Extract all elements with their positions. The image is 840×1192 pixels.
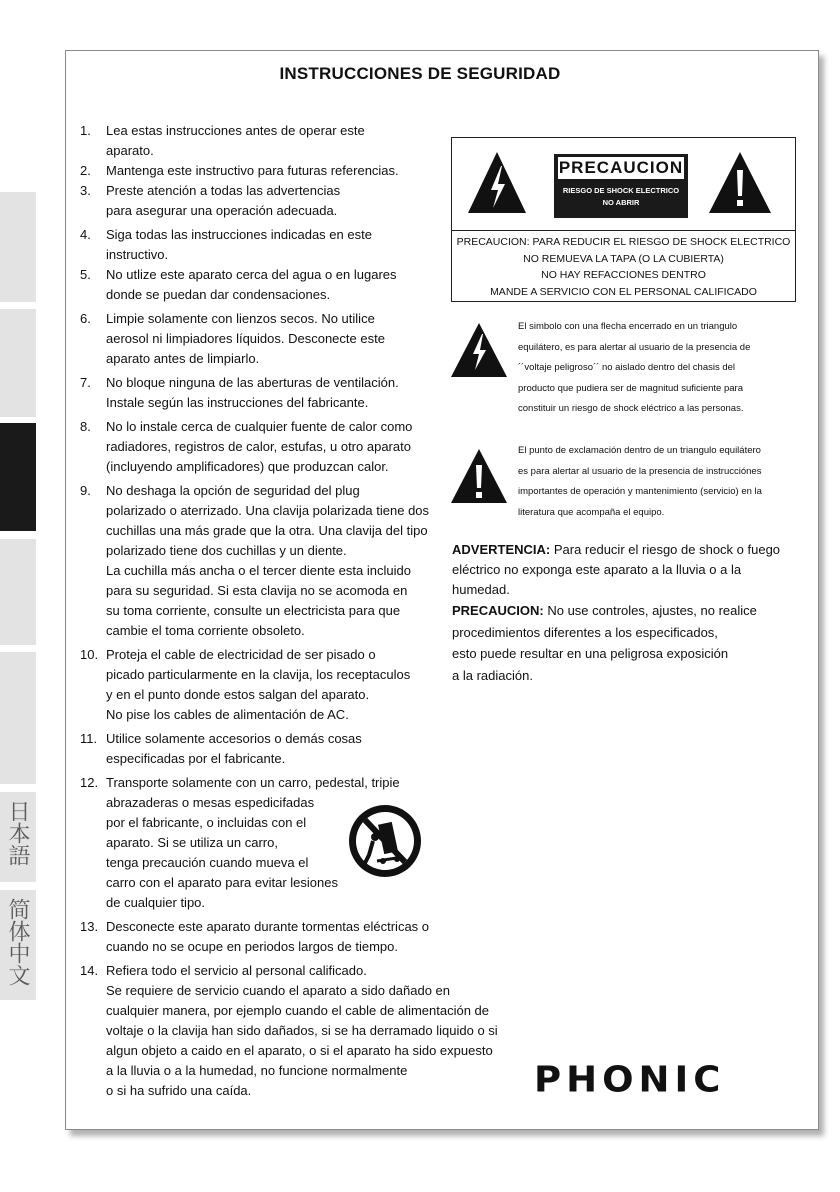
instruction-item (80, 373, 530, 413)
instruction-first-line: Limpie solamente con lienzos secos. No utilice (106, 311, 375, 326)
instruction-number: 11. (80, 731, 98, 746)
cart-warning-icon (347, 803, 423, 879)
exclamation-symbol-text (518, 441, 798, 523)
instruction-line: aparato. Si se utiliza un carro, (106, 835, 278, 850)
instruction-first-line: Lea estas instrucciones antes de operar este (106, 123, 365, 138)
lightning-symbol-text (518, 317, 798, 420)
text-line: es para alertar al usuario de la presencia de instrucciónes (518, 465, 762, 477)
instruction-item (80, 961, 530, 1101)
exclamation-symbol-icon (450, 448, 508, 504)
phonic-logo: PHONIC (534, 1059, 726, 1100)
instruction-number: 13. (80, 919, 99, 934)
caution-banner-line1: RIESGO DE SHOCK ELECTRICO (562, 186, 680, 195)
instruction-line: donde se puedan dar condensaciones. (106, 287, 331, 302)
instruction-first-line: Utilice solamente accesorios o demás cosas (106, 731, 362, 746)
text-line: constituir un riesgo de shock eléctrico a las personas. (518, 403, 744, 414)
advertencia-line: eléctrico no exponga este aparato a la lluvia o a la (452, 562, 742, 577)
japanese-tab-label: 日本語 (5, 800, 30, 866)
instruction-first-line: Mantenga este instructivo para futuras referencias. (106, 163, 399, 178)
instruction-number: 5. (80, 267, 91, 282)
caution-banner (554, 154, 688, 218)
text-line: equilátero, es para alertar al usuario de la presencia de (518, 341, 751, 353)
instruction-item (80, 773, 530, 913)
text-line: ´´voltaje peligroso´´ no aislado dentro del chasis del (518, 362, 736, 373)
advertencia-notice (452, 540, 812, 600)
instruction-line: por el fabricante, o incluidas con el (106, 815, 307, 830)
instruction-line: cualquier manera, por ejemplo cuando el cable de alimentación de (106, 1003, 490, 1018)
precaucion-notice (452, 600, 812, 686)
caution-box-divider (452, 230, 795, 231)
text-line: El simbolo con una flecha encerrado en un triangulo (518, 321, 738, 332)
text-line: El punto de exclamación dentro de un triangulo equilátero (518, 445, 761, 456)
instruction-line: de cualquier tipo. (106, 895, 206, 910)
instruction-first-line: No utlize este aparato cerca del agua o en lugares (106, 267, 397, 282)
caution-banner-title: PRECAUCION (558, 158, 684, 177)
caution-line: MANDE A SERVICIO CON EL PERSONAL CALIFICADO (490, 285, 757, 298)
language-tab-chinese[interactable] (0, 890, 36, 1000)
instruction-line: y en el punto donde estos salgan del aparato. (106, 687, 370, 702)
instruction-item (80, 917, 530, 957)
instruction-first-line: No deshaga la opción de seguridad del plug (106, 483, 360, 498)
instruction-line: especificadas por el fabricante. (106, 751, 286, 766)
caution-line: NO HAY REFACCIONES DENTRO (541, 269, 706, 281)
instruction-first-line: No bloque ninguna de las aberturas de ventilación. (106, 375, 399, 390)
text-line: importantes de operación y mantenimiento (servicio) en la (518, 486, 762, 497)
language-tab-4[interactable] (0, 539, 36, 645)
caution-box-text (452, 234, 795, 300)
instruction-line: cuando no se ocupe en periodos largos de tiempo. (106, 939, 398, 954)
instruction-line: abrazaderas o mesas espedicifadas (106, 795, 315, 810)
instruction-line: La cuchilla más ancha o el tercer diente esta incluido (106, 563, 411, 578)
instruction-first-line: Proteja el cable de electricidad de ser pisado o (106, 647, 376, 662)
instruction-line: aerosol ni limpiadores líquidos. Desconecte este (106, 331, 385, 346)
instruction-first-line: Desconecte este aparato durante tormentas eléctricas o (106, 919, 430, 934)
page-title: INSTRUCCIONES DE SEGURIDAD (279, 64, 561, 83)
instruction-first-line: Siga todas las instrucciones indicadas en este (106, 227, 372, 242)
instruction-number: 6. (80, 311, 91, 326)
instruction-item (80, 729, 530, 769)
instruction-number: 14. (80, 963, 99, 978)
instruction-first-line: Refiera todo el servicio al personal calificado. (106, 963, 367, 978)
instruction-line: (incluyendo amplificadores) que produzcan calor. (106, 459, 389, 474)
instruction-number: 7. (80, 375, 91, 390)
instruction-first-line: Preste atención a todas las advertencias (106, 183, 341, 198)
instruction-number: 2. (80, 163, 91, 178)
instruction-number: 4. (80, 227, 91, 242)
precaucion-line: procedimientos diferentes a los especificados, (452, 624, 718, 640)
instruction-number: 12. (80, 775, 99, 790)
instruction-line: su toma corriente, consulte un electricista para que (106, 603, 401, 618)
language-tab-1[interactable] (0, 192, 36, 302)
instruction-number: 8. (80, 419, 91, 434)
text-line: literatura que acompaña el equipo. (518, 506, 665, 518)
instruction-line: para asegurar una operación adecuada. (106, 203, 338, 218)
language-tab-japanese[interactable] (0, 792, 36, 882)
precaucion-line: a la radiación. (452, 667, 533, 683)
advertencia-line: humedad. (452, 582, 510, 597)
text-line: producto que pudiera ser de magnitud suficiente para (518, 382, 743, 394)
instruction-line: No pise los cables de alimentación de AC. (106, 707, 349, 722)
instruction-line: aparato antes de limpiarlo. (106, 351, 260, 366)
instruction-first-line: No lo instale cerca de cualquier fuente de calor como (106, 419, 413, 434)
caution-line: PRECAUCION: PARA REDUCIR EL RIESGO DE SHOCK ELECTRICO (456, 236, 791, 248)
lightning-warning-icon (466, 150, 528, 216)
instruction-line: tenga precaución cuando mueva el (106, 855, 309, 870)
instruction-line: Se requiere de servicio cuando el aparato a sido dañado en (106, 983, 451, 998)
instruction-line: para su seguridad. Si esta clavija no se acomoda en (106, 583, 408, 598)
instruction-line: algun objeto a caido en el aparato, o si el aparato ha sido expuesto (106, 1043, 493, 1058)
precaucion-line: esto puede resultar en una peligrosa exposición (452, 646, 729, 661)
instruction-number: 9. (80, 483, 91, 498)
advertencia-label: ADVERTENCIA: (452, 542, 551, 557)
instruction-line: carro con el aparato para evitar lesiones (106, 875, 338, 890)
instruction-line: picado particularmente en la clavija, los receptaculos (106, 667, 411, 682)
instruction-line: voltaje o la clavija han sido dañados, si se ha derramado liquido o si (106, 1023, 498, 1038)
instruction-line: Instale según las instrucciones del fabricante. (106, 395, 369, 410)
chinese-tab-label: 简体中文 (5, 898, 30, 986)
precaucion-line: No use controles, ajustes, no realice (543, 603, 757, 618)
instruction-line: a la lluvia o a la humedad, no funcione normalmente (106, 1063, 408, 1078)
instruction-line: cuchillas una más grade que la otra. Una clavija del tipo (106, 523, 428, 538)
instruction-number: 3. (80, 183, 91, 198)
instruction-line: radiadores, registros de calor, estufas, u otro aparato (106, 439, 411, 454)
instruction-line: polarizado tiene dos cuchillas y un diente. (106, 543, 347, 558)
instruction-number: 1. (80, 123, 91, 138)
language-tab-espanol[interactable] (0, 423, 36, 531)
instruction-line: cambie el toma corriente obsoleto. (106, 623, 305, 638)
instruction-line: polarizado o aterrizado. Una clavija polarizada tiene dos (106, 503, 430, 518)
instruction-line: instructivo. (106, 247, 169, 262)
instruction-first-line: Transporte solamente con un carro, pedestal, tripie (106, 775, 400, 790)
language-tab-2[interactable] (0, 309, 36, 417)
instruction-number: 10. (80, 647, 99, 662)
lightning-symbol-icon (450, 322, 508, 378)
instruction-line: o si ha sufrido una caída. (106, 1083, 252, 1098)
caution-box (451, 137, 796, 302)
exclamation-warning-icon (707, 150, 773, 216)
caution-banner-line2: NO ABRIR (602, 198, 640, 207)
instruction-line: aparato. (106, 143, 154, 158)
precaucion-label: PRECAUCION: (452, 603, 544, 618)
language-tab-5[interactable] (0, 652, 36, 784)
advertencia-line: Para reducir el riesgo de shock o fuego (550, 542, 781, 557)
caution-line: NO REMUEVA LA TAPA (O LA CUBIERTA) (523, 252, 724, 265)
